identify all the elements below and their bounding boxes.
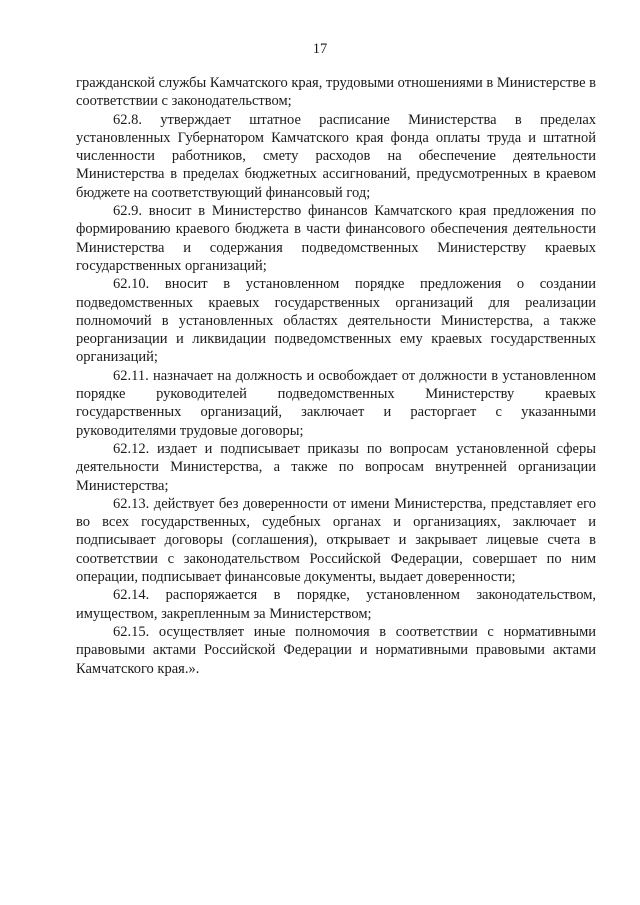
document-body (76, 74, 596, 678)
page-number: 17 (312, 41, 328, 57)
paragraph-62-15: 62.15. осуществляет иные полномочия в соответствии с нормативными правовыми актами Российской Федерации и нормативными правовыми актами Камчатского края.». (76, 623, 596, 677)
paragraph-62-9: 62.9. вносит в Министерство финансов Камчатского края предложения по формированию краевого бюджета в части финансового обеспечения деятельности Министерства и содержания подведомственных Министерству краевых государственных организаций; (76, 203, 596, 274)
paragraph-62-12: 62.12. издает и подписывает приказы по вопросам установленной сферы деятельности Министерства, а также по вопросам внутренней организации Министерства; (76, 440, 596, 494)
paragraph-continuation: гражданской службы Камчатского края, трудовыми отношениями в Министерстве в соответствии с законодательством; (76, 75, 596, 110)
paragraph-62-10: 62.10. вносит в установленном порядке предложения о создании подведомственных краевых государственных организаций для реализации полномочий в установленных областях деятельности Министерства, а также реорганизации и ликвидации подведомственных ему краевых государственных организаций; (76, 276, 596, 366)
paragraph-62-8: 62.8. утверждает штатное расписание Министерства в пределах установленных Губернатором Камчатского края фонда оплаты труда и штатной численности работников, смету расходов на обеспечение деятельности Министерства в пределах бюджетных ассигнований, предусмотренных в краевом бюджете на соответствующий финансовый год; (76, 111, 596, 201)
paragraph-62-14: 62.14. распоряжается в порядке, установленном законодательством, имуществом, закрепленным за Министерством; (76, 587, 596, 622)
paragraph-62-11: 62.11. назначает на должность и освобождает от должности в установленном порядке руководителей подведомственных Министерству краевых государственных организаций, заключает и расторгает с указанными руководителями трудовые договоры; (76, 367, 596, 439)
paragraph-62-13: 62.13. действует без доверенности от имени Министерства, представляет его во всех государственных, судебных органах и организациях, заключает и подписывает договоры (соглашения), открывает и закрывает лицевые счета в соответствии с законодательством Российской Федерации, совершает по ним операции, подписывает финансовые документы, выдает доверенности; (76, 495, 596, 586)
